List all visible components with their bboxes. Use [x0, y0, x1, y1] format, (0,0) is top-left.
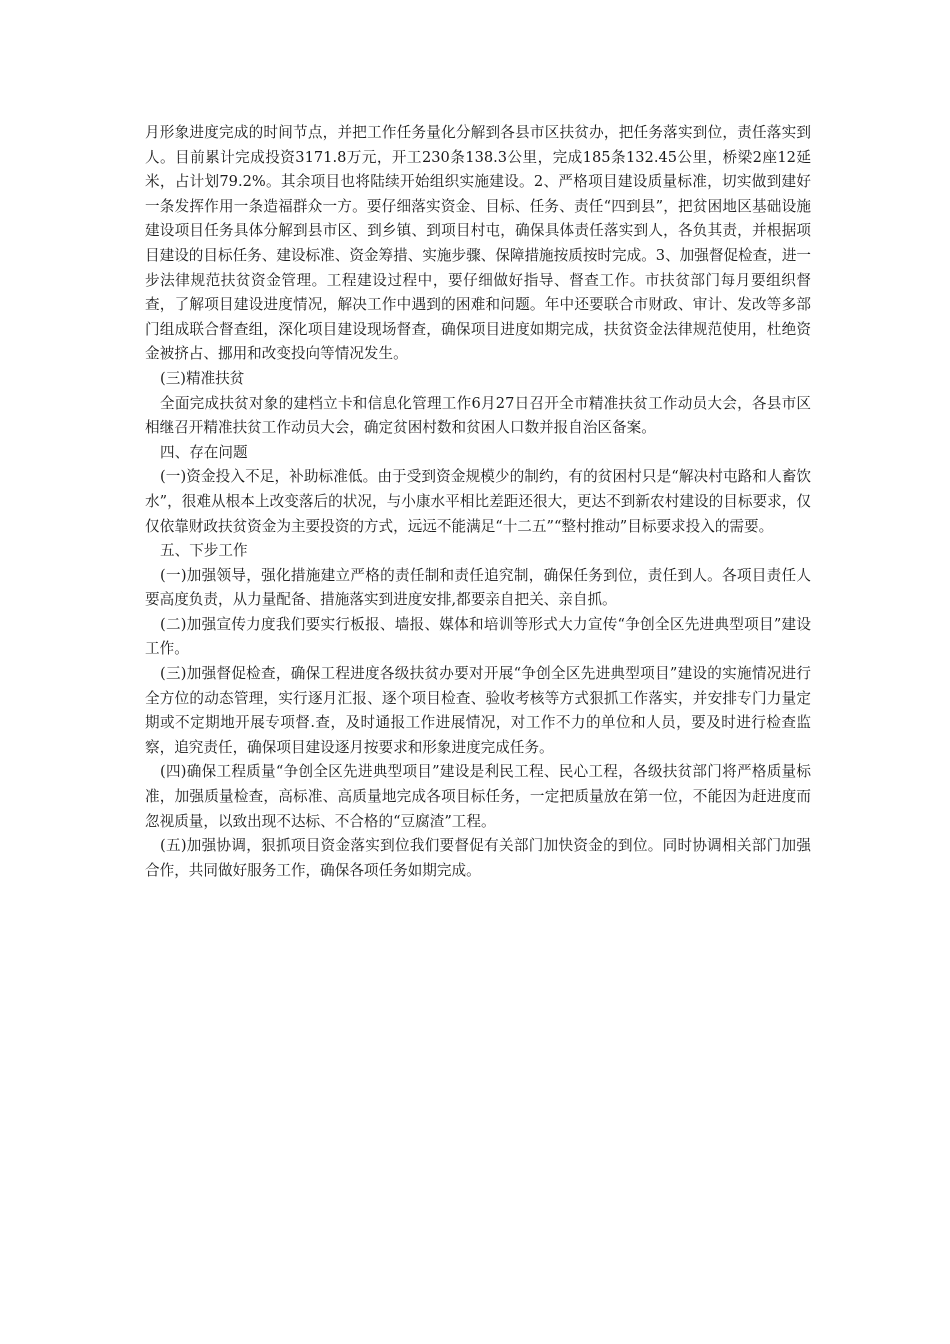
paragraph-coordination: (五)加强协调，狠抓项目资金落实到位我们要督促有关部门加快资金的到位。同时协调相关部门加强合作，共同做好服务工作，确保各项任务如期完成。	[145, 837, 811, 879]
paragraph-publicity: (二)加强宣传力度我们要实行板报、墙报、媒体和培训等形式大力宣传“争创全区先进典型项目”建设工作。	[145, 615, 811, 658]
paragraph-project-progress: 月形象进度完成的时间节点，并把工作任务量化分解到各县市区扶贫办，把任务落实到位，责任落实到人。目前累计完成投资3171.8万元，开工230条138.3公里，完成185条132.45公里，桥梁2座12延米，占计划79.2%。其余项目也将陆续开始组织实施建设。2、严格项目建设质量标准，切实做到建好一条发挥作用一条造福群众一方。要仔细落实资金、目标、任务、责任“四到县”，把贫困地区基础设施建设项目任务具体分解到县市区、到乡镇、到项目村屯，确保具体责任落实到人，各负其责，并根据项目建设的目标任务、建设标准、资金筹措、实施步骤、保障措施按质按时完成。3、加强督促检查，进一步法律规范扶贫资金管理。工程建设过程中，要仔细做好指导、督查工作。市扶贫部门每月要组织督查，了解项目建设进度情况，解决工作中遇到的困难和问题。年中还要联合市财政、审计、发改等多部门组成联合督查组，深化项目建设现场督查，确保项目进度如期完成，扶贫资金法律规范使用，杜绝资金被挤占、挪用和改变投向等情况发生。	[145, 124, 812, 363]
paragraph-supervision: (三)加强督促检查，确保工程进度各级扶贫办要对开展“争创全区先进典型项目”建设的实施情况进行全方位的动态管理，实行逐月汇报、逐个项目检查、验收考核等方式狠抓工作落实，并安排专门力量定期或不定期地开展专项督.查，及时通报工作进展情况，对工作不力的单位和人员，要及时进行检查监察，追究责任，确保项目建设逐月按要求和形象进度完成任务。	[145, 665, 811, 756]
paragraph-quality: (四)确保工程质量“争创全区先进典型项目”建设是利民工程、民心工程，各级扶贫部门将严格质量标准，加强质量检查，高标准、高质量地完成各项目标任务，一定把质量放在第一位，不能因为赶进度而忽视质量，以致出现不达标、不合格的“豆腐渣”工程。	[145, 763, 811, 830]
heading-existing-problems: 四、存在问题	[160, 443, 248, 461]
paragraph-precision-poverty: 全面完成扶贫对象的建档立卡和信息化管理工作6月27日召开全市精准扶贫工作动员大会，各县市区相继召开精准扶贫工作动员大会，确定贫困村数和贫困人口数并报自治区备案。	[145, 394, 811, 437]
paragraph-strengthen-leadership: (一)加强领导，强化措施建立严格的责任制和责任追究制，确保任务到位，责任到人。各项目责任人要高度负责，从力量配备、措施落实到进度安排,都要亲自把关、亲自抓。	[145, 566, 811, 609]
paragraph-funding-shortage: (一)资金投入不足，补助标准低。由于受到资金规模少的制约，有的贫困村只是“解决村屯路和人畜饮水”，很难从根本上改变落后的状况，与小康水平相比差距还很大，更达不到新农村建设的目标要求，仅仅依靠财政扶贫资金为主要投资的方式，远远不能满足“十二五”“整村推动”目标要求投入的需要。	[145, 468, 811, 535]
heading-precision-poverty: (三)精准扶贫	[160, 369, 245, 387]
document-page	[145, 121, 811, 883]
heading-next-steps: 五、下步工作	[160, 542, 248, 560]
